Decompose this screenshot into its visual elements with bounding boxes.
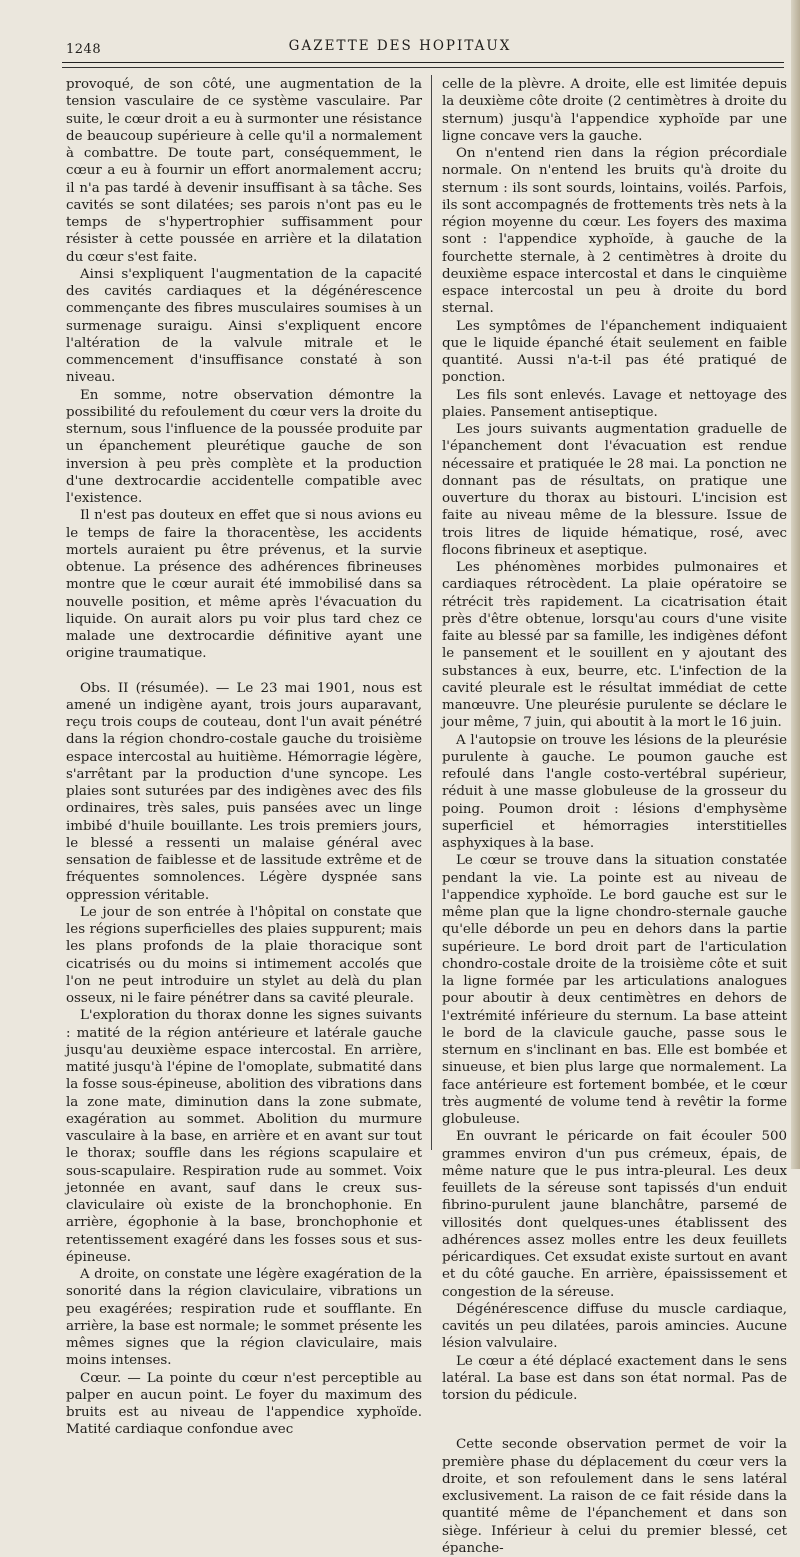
paragraph: En ouvrant le péricarde on fait écouler 500 grammes environ d'un pus crémeux, épais, de même nature que le pus intra-pleural. Les deux feuillets de la séreuse sont tapissés d'un enduit fibrino-purulent jaune blanchâtre, parsemé de villosités dont quelques-unes établissent des adhérences assez molles entre les deux feuillets péricardiques. Cet exsudat existe surtout en avant et du côté gauche. En arrière, épaississement et congestion de la séreuse. bbox=[442, 1129, 787, 1300]
paragraph: Il n'est pas douteux en effet que si nous avions eu le temps de faire la thoracentèse, les accidents mortels auraient pu être prévenus, et la survie obtenue. La présence des adhérences fibrineuses montre que le cœur aurait été immobilisé dans sa nouvelle position, et même après l'évacuation du liquide. On aurait alors pu voir plus tard chez ce malade une dextrocardie définitive ayant une origine traumatique. bbox=[66, 508, 422, 662]
paragraph: Les phénomènes morbides pulmonaires et cardiaques rétrocèdent. La plaie opératoire se rétrécit très rapidement. La cicatrisation était près d'être obtenue, lorsqu'au cours d'une visite faite au blessé par sa famille, les indigènes défont le pansement et le souillent en y ajoutant des substances à eux, beurre, etc. L'infection de la cavité pleurale est le résultat immédiat de cette manœuvre. Une pleurésie purulente se déclare le jour même, 7 juin, qui aboutit à la mort le 16 juin. bbox=[442, 560, 787, 731]
paragraph: A droite, on constate une légère exagération de la sonorité dans la région claviculaire, vibrations un peu exagérées; respiration rude et soufflante. En arrière, la base est normale; le sommet présente les mêmes signes que la région claviculaire, mais moins intenses. bbox=[66, 1267, 422, 1369]
paragraph: Cœur. — La pointe du cœur n'est perceptible au palper en aucun point. Le foyer du maximum des bruits est au niveau de l'appendice xyphoïde. Matité cardiaque confondue avec bbox=[66, 1370, 422, 1438]
paragraph: Les symptômes de l'épanchement indiquaient que le liquide épanché était seulement en faible quantité. Aussi n'a-t-il pas été pratiqué de ponction. bbox=[442, 318, 787, 386]
paragraph: Les fils sont enlevés. Lavage et nettoyage des plaies. Pansement antiseptique. bbox=[442, 387, 787, 420]
observation-heading-paragraph: Obs. II (résumée). — Le 23 mai 1901, nous est amené un indigène ayant, trois jours auparavant, reçu trois coups de couteau, dont l'un avait pénétré dans la région chondro-costale gauche du troisième espace intercostal au huitième. Hémorragie légère, s'arrêtant par la production d'une syncope. Les plaies sont suturées par des indigènes avec des fils ordinaires, très sales, puis pansées avec un linge imbibé d'huile bouillante. Les trois premiers jours, le blessé a ressenti un malaise général avec sensation de faiblesse et de lassitude extrême et de fréquentes somnolences. Légère dyspnée sans oppression véritable. bbox=[66, 680, 422, 903]
page-edge-shadow bbox=[791, 0, 800, 1169]
paragraph: Cette seconde observation permet de voir la première phase du déplacement du cœur vers la droite, et son refoulement dans le sens latéral exclusivement. La raison de ce fait réside dans la quantité même de l'épanchement et dans son siège. Inférieur à celui du premier blessé, cet épanche- bbox=[442, 1437, 787, 1556]
header-rule-thin bbox=[62, 67, 784, 68]
paragraph: En somme, notre observation démontre la possibilité du refoulement du cœur vers la droite du sternum, sous l'influence de la poussée produite par un épanchement pleurétique gauche de son inversion à peu près complète et la production d'une dextrocardie accidentelle compatible avec l'existence. bbox=[66, 387, 422, 506]
paragraph: Le cœur a été déplacé exactement dans le sens latéral. La base est dans son état normal. Pas de torsion du pédicule. bbox=[442, 1353, 787, 1403]
column-separator bbox=[431, 75, 432, 1150]
right-column bbox=[442, 76, 787, 1557]
running-title: GAZETTE DES HOPITAUX bbox=[288, 38, 512, 54]
paragraph: Dégénérescence diffuse du muscle cardiaque, cavités un peu dilatées, parois amincies. Aucune lésion valvulaire. bbox=[442, 1301, 787, 1352]
paragraph: Le cœur se trouve dans la situation constatée pendant la vie. La pointe est au niveau de l'appendice xyphoïde. Le bord gauche est sur le même plan que la ligne chondro-sternale gauche qu'elle déborde un peu en dehors dans la partie supérieure. Le bord droit part de l'articulation chondro-costale droite de la troisième côte et suit la ligne formée par les articulations analogues pour aboutir à deux centimètres en dehors de l'extrémité inférieure du sternum. La base atteint le bord de la clavicule gauche, passe sous le sternum en s'inclinant en bas. Elle est bombée et sinueuse, et bien plus large que normalement. La face antérieure est fortement bombée, et le cœur très augmenté de volume tend à revêtir la forme globuleuse. bbox=[442, 853, 787, 1127]
paragraph: Le jour de son entrée à l'hôpital on constate que les régions superficielles des plaies suppurent; mais les plans profonds de la plaie thoracique sont cicatrisés ou du moins si intimement accolés que l'on ne peut introduire un stylet au delà du plan osseux, ni le faire pénétrer dans sa cavité pleurale. bbox=[66, 904, 422, 1006]
left-column bbox=[66, 76, 422, 1439]
paragraph: L'exploration du thorax donne les signes suivants : matité de la région antérieure et latérale gauche jusqu'au deuxième espace intercostal. En arrière, matité jusqu'à l'épine de l'omoplate, submatité dans la fosse sous-épineuse, abolition des vibrations dans la zone mate, diminution dans la zone submate, exagération au sommet. Abolition du murmure vasculaire à la base, en arrière et en avant sur tout le thorax; souffle dans les régions scapulaire et sous-scapulaire. Respiration rude au sommet. Voix jetonnée en avant, sauf dans le creux sus-claviculaire où existe de la bronchophonie. En arrière, égophonie à la base, bronchophonie et retentissement exagéré dans les fosses sous et sus-épineuse. bbox=[66, 1008, 422, 1265]
paragraph: A l'autopsie on trouve les lésions de la pleurésie purulente à gauche. Le poumon gauche est refoulé dans l'angle costo-vertébral supérieur, réduit à une masse globuleuse de la grosseur du poing. Poumon droit : lésions d'emphysème superficiel et hémorragies interstitielles asphyxiques à la base. bbox=[442, 732, 787, 851]
paragraph: celle de la plèvre. A droite, elle est limitée depuis la deuxième côte droite (2 centimètres à droite du sternum) jusqu'à l'appendice xyphoïde par une ligne concave vers la gauche. bbox=[442, 77, 787, 144]
paragraph: provoqué, de son côté, une augmentation de la tension vasculaire de ce système vasculaire. Par suite, le cœur droit a eu à surmonter une résistance de beaucoup supérieure à celle qu'il a normalement à combattre. De toute part, conséquemment, le cœur a eu à fournir un effort anormalement accru; il n'a pas tardé à devenir insuffisant à sa tâche. Ses cavités se sont dilatées; ses parois n'ont pas eu le temps de s'hypertrophier suffisamment pour résister à cette poussée en arrière et la dilatation du cœur s'est faite. bbox=[66, 77, 422, 265]
page-number: 1248 bbox=[66, 42, 102, 57]
header-rule-thick bbox=[62, 62, 784, 63]
paragraph: Les jours suivants augmentation graduelle de l'épanchement dont l'évacuation est rendue nécessaire et pratiquée le 28 mai. La ponction ne donnant pas de résultats, on pratique une ouverture du thorax au bistouri. L'incision est faite au niveau même de la blessure. Issue de trois litres de liquide hématique, rosé, avec flocons fibrineux et aseptique. bbox=[442, 422, 787, 558]
paragraph: On n'entend rien dans la région précordiale normale. On n'entend les bruits qu'à droite du sternum : ils sont sourds, lointains, voilés. Parfois, ils sont accompagnés de frottements très nets à la région moyenne du cœur. Les foyers des maxima sont : l'appendice xyphoïde, à gauche de la fourchette sternale, à 2 centimètres à droite du deuxième espace intercostal et dans le cinquième espace intercostal un peu à droite du bord sternal. bbox=[442, 146, 787, 317]
paragraph: Ainsi s'expliquent l'augmentation de la capacité des cavités cardiaques et la dégénérescence commençante des fibres musculaires soumises à un surmenage suraigu. Ainsi s'expliquent encore l'altération de la valvule mitrale et le commencement d'insuffisance constaté à son niveau. bbox=[66, 266, 422, 386]
